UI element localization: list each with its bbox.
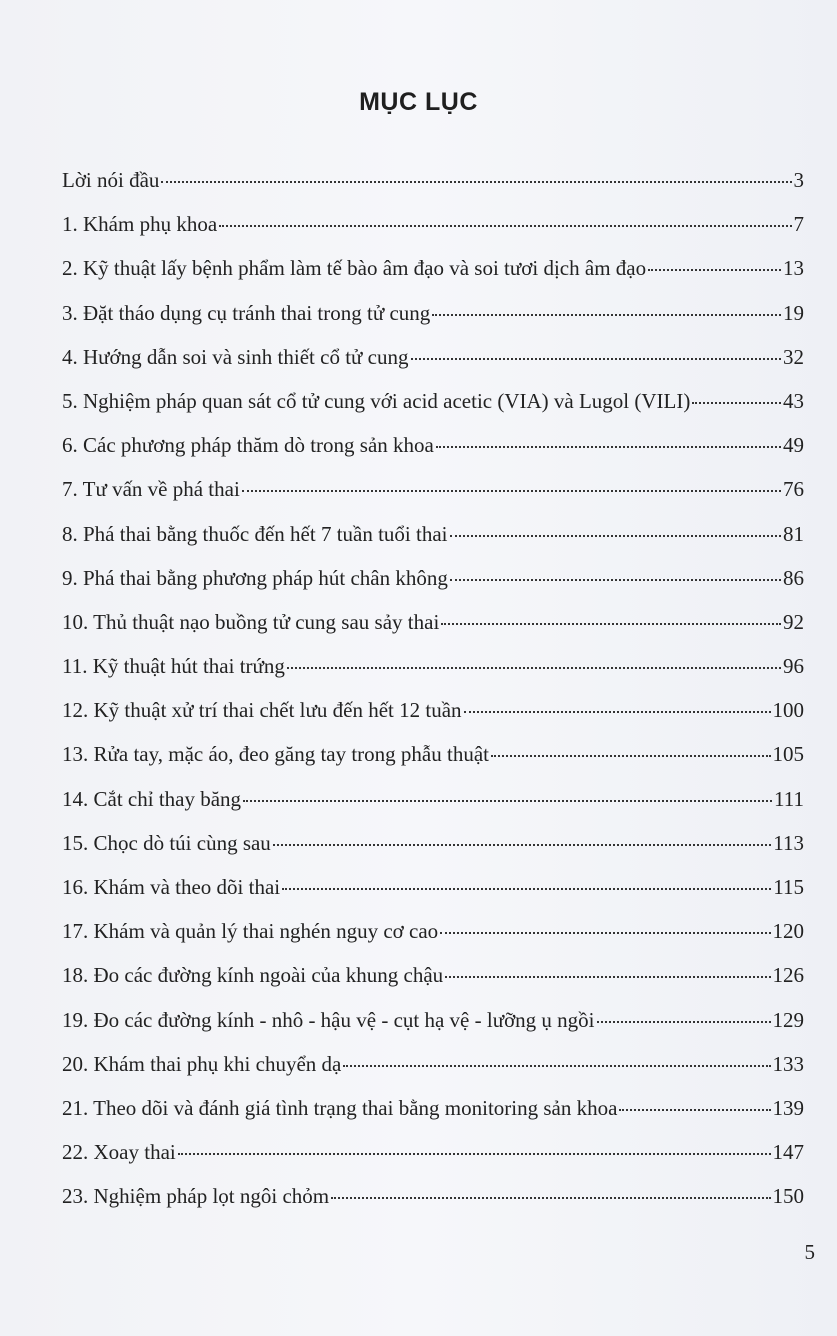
toc-entry-title: 4. Hướng dẫn soi và sinh thiết cổ tử cung: [62, 344, 409, 369]
toc-entry-page: 13: [783, 256, 804, 281]
toc-entry[interactable]: [62, 248, 804, 292]
toc-entry[interactable]: [62, 911, 804, 955]
toc-entry-page: 92: [783, 609, 804, 634]
toc-entry-title: 9. Phá thai bằng phương pháp hút chân không: [62, 565, 448, 590]
toc-entry[interactable]: [62, 734, 804, 778]
toc-entry-title: 15. Chọc dò túi cùng sau: [62, 830, 271, 855]
toc-leader-dots: [440, 910, 770, 934]
toc-leader-dots: [441, 601, 781, 625]
toc-leader-dots: [242, 468, 781, 492]
toc-entry-page: 43: [783, 388, 804, 413]
toc-entry-page: 81: [783, 521, 804, 546]
toc-entry-title: 18. Đo các đường kính ngoài của khung chậu: [62, 963, 444, 988]
toc-entry-page: 49: [783, 433, 804, 458]
toc-entry-title: 8. Phá thai bằng thuốc đến hết 7 tuần tuổi thai: [62, 521, 448, 546]
toc-entry-page: 111: [774, 786, 804, 811]
toc-entry-title: 11. Kỹ thuật hút thai trứng: [62, 654, 285, 679]
toc-entry[interactable]: [62, 337, 804, 381]
toc-entry-page: 126: [772, 963, 804, 988]
toc-entry[interactable]: [62, 602, 804, 646]
page-number: 5: [804, 1240, 815, 1264]
toc-leader-dots: [282, 866, 771, 890]
toc-entry-page: 129: [772, 1007, 804, 1032]
toc-entry-page: 105: [772, 742, 804, 767]
toc-entry-title: 10. Thủ thuật nạo buồng tử cung sau sảy thai: [62, 609, 440, 634]
toc-entry[interactable]: [62, 425, 804, 469]
toc-entry-page: 7: [793, 212, 804, 237]
toc-entry[interactable]: [62, 646, 804, 690]
toc-entry-page: 139: [772, 1095, 804, 1120]
toc-entry[interactable]: [62, 558, 804, 602]
toc-entry-page: 150: [772, 1184, 804, 1209]
toc-leader-dots: [178, 1131, 771, 1155]
toc-entry-title: Lời nói đầu: [62, 168, 160, 192]
toc-entry[interactable]: [62, 469, 804, 513]
toc-entry-title: 23. Nghiệm pháp lọt ngôi chỏm: [62, 1184, 330, 1209]
toc-leader-dots: [491, 733, 771, 757]
toc-leader-dots: [161, 159, 791, 183]
toc-entry-page: 120: [772, 919, 804, 944]
toc-entry-page: 86: [783, 565, 804, 590]
toc-entry-title: 21. Theo dõi và đánh giá tình trạng thai bằng monitoring sản khoa: [62, 1095, 618, 1120]
toc-entry[interactable]: [62, 1176, 804, 1220]
toc-leader-dots: [219, 203, 791, 227]
toc-entry[interactable]: [62, 1088, 804, 1132]
toc-entry-title: 17. Khám và quản lý thai nghén nguy cơ cao: [62, 919, 439, 944]
toc-entry-page: 113: [773, 830, 804, 855]
toc-entry-title: 20. Khám thai phụ khi chuyển dạ: [62, 1051, 342, 1076]
toc-entry-title: 19. Đo các đường kính - nhô - hậu vệ - cụt hạ vệ - lưỡng ụ ngồi: [62, 1007, 595, 1032]
toc-entry-title: 16. Khám và theo dõi thai: [62, 875, 281, 899]
toc-entry[interactable]: [62, 514, 804, 558]
toc-entry[interactable]: [62, 381, 804, 425]
toc-entry[interactable]: [62, 779, 804, 823]
toc-entry-title: 2. Kỹ thuật lấy bệnh phẩm làm tế bào âm đạo và soi tươi dịch âm đạo: [62, 256, 647, 281]
toc-entry-page: 133: [772, 1051, 804, 1076]
toc-entry-title: 22. Xoay thai: [62, 1140, 176, 1165]
toc-entry-page: 100: [772, 698, 804, 723]
toc-entry-title: 6. Các phương pháp thăm dò trong sản khoa: [62, 433, 434, 458]
toc-entry-page: 147: [772, 1140, 804, 1165]
table-of-contents: [62, 160, 804, 1221]
toc-entry-page: 32: [783, 344, 804, 369]
toc-leader-dots: [243, 778, 772, 802]
toc-entry-page: 19: [783, 300, 804, 325]
toc-leader-dots: [692, 380, 781, 404]
toc-entry-title: 5. Nghiệm pháp quan sát cổ tử cung với acid acetic (VIA) và Lugol (VILI): [62, 388, 691, 413]
toc-leader-dots: [648, 247, 781, 271]
toc-leader-dots: [450, 513, 781, 537]
toc-leader-dots: [464, 689, 771, 713]
toc-entry[interactable]: [62, 293, 804, 337]
toc-entry-page: 76: [783, 477, 804, 502]
toc-leader-dots: [619, 1087, 770, 1111]
toc-entry[interactable]: [62, 1132, 804, 1176]
toc-entry[interactable]: [62, 204, 804, 248]
toc-entry[interactable]: [62, 160, 804, 204]
toc-entry-title: 3. Đặt tháo dụng cụ tránh thai trong tử cung: [62, 300, 431, 325]
toc-entry-page: 115: [773, 875, 804, 899]
toc-entry[interactable]: [62, 1044, 804, 1088]
toc-entry-title: 12. Kỹ thuật xử trí thai chết lưu đến hết 12 tuần: [62, 698, 462, 723]
toc-entry[interactable]: [62, 1000, 804, 1044]
toc-leader-dots: [273, 822, 771, 846]
toc-entry-page: 96: [783, 654, 804, 679]
toc-entry[interactable]: [62, 955, 804, 999]
toc-leader-dots: [445, 954, 770, 978]
toc-entry-title: 13. Rửa tay, mặc áo, đeo găng tay trong phẫu thuật: [62, 742, 489, 767]
toc-leader-dots: [436, 424, 781, 448]
toc-entry-page: 3: [793, 168, 804, 192]
toc-entry[interactable]: [62, 823, 804, 867]
toc-leader-dots: [287, 645, 781, 669]
toc-entry[interactable]: [62, 867, 804, 911]
toc-leader-dots: [331, 1175, 770, 1199]
toc-leader-dots: [432, 292, 781, 316]
toc-entry[interactable]: [62, 690, 804, 734]
toc-entry-title: 14. Cắt chỉ thay băng: [62, 786, 242, 811]
toc-leader-dots: [450, 557, 781, 581]
toc-entry-title: 1. Khám phụ khoa: [62, 212, 218, 237]
toc-entry-title: 7. Tư vấn về phá thai: [62, 477, 240, 502]
toc-leader-dots: [411, 336, 782, 360]
toc-leader-dots: [343, 1043, 770, 1067]
toc-leader-dots: [597, 999, 771, 1023]
page-title: MỤC LỤC: [359, 88, 478, 116]
